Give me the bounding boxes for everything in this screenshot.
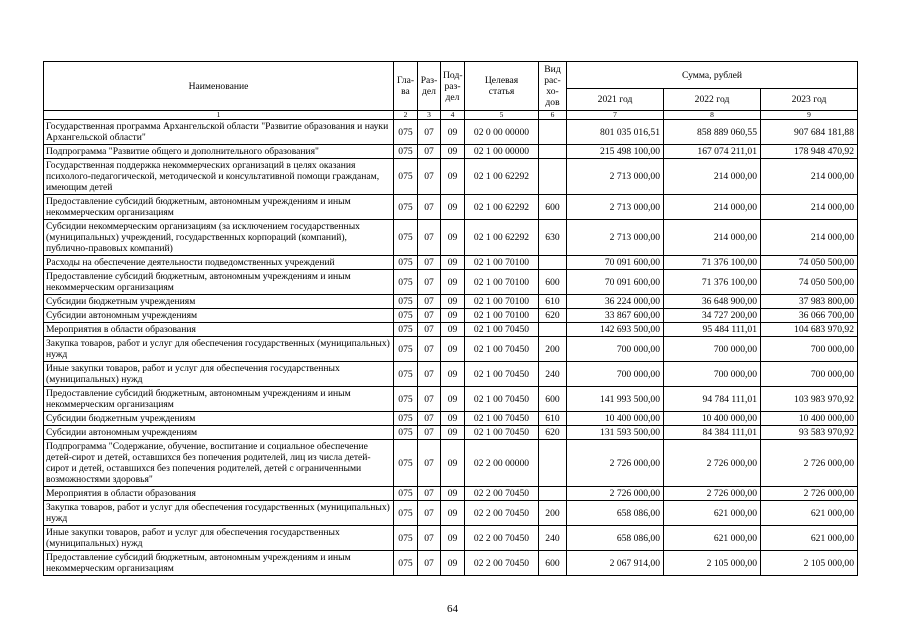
header-glava: Гла- ва (394, 62, 418, 111)
row-vid (539, 145, 567, 159)
row-sum-2021: 658 086,00 (567, 526, 664, 551)
row-podrazdel: 09 (441, 387, 465, 412)
row-sum-2023: 74 050 500,00 (761, 270, 858, 295)
row-vid (539, 120, 567, 145)
budget-table (43, 61, 858, 576)
table-row (44, 487, 858, 501)
row-podrazdel: 09 (441, 362, 465, 387)
table-row (44, 256, 858, 270)
row-sum-2021: 10 400 000,00 (567, 412, 664, 426)
table-row (44, 159, 858, 195)
header-target: Целевая статья (465, 62, 539, 111)
table-row (44, 387, 858, 412)
row-name: Предоставление субсидий бюджетным, автономным учреждениям и иным некоммерческим организациям (44, 551, 394, 576)
row-sum-2021: 70 091 600,00 (567, 270, 664, 295)
row-sum-2022: 34 727 200,00 (664, 309, 761, 323)
row-name: Расходы на обеспечение деятельности подведомственных учреждений (44, 256, 394, 270)
row-sum-2021: 658 086,00 (567, 501, 664, 526)
row-razdel: 07 (418, 159, 441, 195)
col-num: 9 (761, 111, 858, 120)
row-vid: 200 (539, 501, 567, 526)
row-sum-2022: 84 384 111,01 (664, 426, 761, 440)
row-sum-2021: 2 713 000,00 (567, 220, 664, 256)
row-podrazdel: 09 (441, 526, 465, 551)
row-target: 02 1 00 70100 (465, 295, 539, 309)
row-glava: 075 (394, 323, 418, 337)
row-sum-2023: 74 050 500,00 (761, 256, 858, 270)
row-name: Субсидии бюджетным учреждениям (44, 412, 394, 426)
row-sum-2023: 2 726 000,00 (761, 487, 858, 501)
row-glava: 075 (394, 309, 418, 323)
row-podrazdel: 09 (441, 551, 465, 576)
row-vid (539, 323, 567, 337)
row-razdel: 07 (418, 256, 441, 270)
row-razdel: 07 (418, 487, 441, 501)
row-podrazdel: 09 (441, 220, 465, 256)
row-podrazdel: 09 (441, 159, 465, 195)
row-name: Субсидии бюджетным учреждениям (44, 295, 394, 309)
row-target: 02 2 00 70450 (465, 501, 539, 526)
row-sum-2021: 700 000,00 (567, 362, 664, 387)
col-num: 6 (539, 111, 567, 120)
row-glava: 075 (394, 426, 418, 440)
row-vid: 200 (539, 337, 567, 362)
row-sum-2021: 2 713 000,00 (567, 195, 664, 220)
row-podrazdel: 09 (441, 440, 465, 487)
header-vid: Вид рас- хо- дов (539, 62, 567, 111)
col-num: 3 (418, 111, 441, 120)
row-vid: 610 (539, 295, 567, 309)
row-sum-2021: 2 067 914,00 (567, 551, 664, 576)
row-sum-2022: 36 648 900,00 (664, 295, 761, 309)
col-num: 1 (44, 111, 394, 120)
row-vid: 610 (539, 412, 567, 426)
row-vid: 600 (539, 551, 567, 576)
row-glava: 075 (394, 220, 418, 256)
row-sum-2022: 71 376 100,00 (664, 270, 761, 295)
row-name: Подпрограмма "Содержание, обучение, воспитание и социальное обеспечение детей-сирот и детей, оставшихся без попечения родителей, лиц из числа детей-сирот и детей, оставшихся без попечения родителей, детей с ограниченными возможностями здоровья" (44, 440, 394, 487)
table-row (44, 145, 858, 159)
row-vid: 620 (539, 426, 567, 440)
row-vid (539, 440, 567, 487)
table-row (44, 295, 858, 309)
row-sum-2021: 215 498 100,00 (567, 145, 664, 159)
row-sum-2023: 37 983 800,00 (761, 295, 858, 309)
row-sum-2023: 178 948 470,92 (761, 145, 858, 159)
row-name: Закупка товаров, работ и услуг для обеспечения государственных (муниципальных) нужд (44, 501, 394, 526)
row-vid (539, 159, 567, 195)
row-glava: 075 (394, 159, 418, 195)
row-target: 02 1 00 70450 (465, 426, 539, 440)
col-num: 4 (441, 111, 465, 120)
row-glava: 075 (394, 145, 418, 159)
col-num: 7 (567, 111, 664, 120)
row-glava: 075 (394, 120, 418, 145)
row-name: Субсидии автономным учреждениям (44, 426, 394, 440)
row-target: 02 1 00 70450 (465, 337, 539, 362)
row-sum-2021: 2 713 000,00 (567, 159, 664, 195)
header-podrazdel: Под- раз- дел (441, 62, 465, 111)
row-sum-2023: 93 583 970,92 (761, 426, 858, 440)
row-sum-2022: 621 000,00 (664, 501, 761, 526)
row-target: 02 1 00 70450 (465, 362, 539, 387)
row-razdel: 07 (418, 323, 441, 337)
row-sum-2023: 103 983 970,92 (761, 387, 858, 412)
row-sum-2022: 214 000,00 (664, 195, 761, 220)
row-vid: 600 (539, 387, 567, 412)
table-row (44, 426, 858, 440)
row-sum-2022: 2 726 000,00 (664, 487, 761, 501)
row-target: 02 1 00 70450 (465, 412, 539, 426)
row-podrazdel: 09 (441, 426, 465, 440)
row-name: Субсидии некоммерческим организациям (за исключением государственных (муниципальных) учреждений, государственных корпораций (компаний), публично-правовых компаний) (44, 220, 394, 256)
row-glava: 075 (394, 440, 418, 487)
row-vid: 240 (539, 362, 567, 387)
row-sum-2022: 167 074 211,01 (664, 145, 761, 159)
row-glava: 075 (394, 256, 418, 270)
row-glava: 075 (394, 526, 418, 551)
row-sum-2021: 2 726 000,00 (567, 487, 664, 501)
row-target: 02 2 00 00000 (465, 440, 539, 487)
table-row (44, 440, 858, 487)
page-number: 64 (447, 603, 458, 615)
row-name: Иные закупки товаров, работ и услуг для обеспечения государственных (муниципальных) нужд (44, 526, 394, 551)
row-sum-2021: 141 993 500,00 (567, 387, 664, 412)
row-sum-2022: 700 000,00 (664, 337, 761, 362)
row-sum-2023: 214 000,00 (761, 195, 858, 220)
row-razdel: 07 (418, 309, 441, 323)
row-razdel: 07 (418, 295, 441, 309)
row-razdel: 07 (418, 362, 441, 387)
row-razdel: 07 (418, 195, 441, 220)
row-podrazdel: 09 (441, 120, 465, 145)
row-sum-2021: 142 693 500,00 (567, 323, 664, 337)
row-sum-2022: 214 000,00 (664, 159, 761, 195)
row-name: Предоставление субсидий бюджетным, автономным учреждениям и иным некоммерческим организациям (44, 195, 394, 220)
table-row (44, 412, 858, 426)
table-row (44, 195, 858, 220)
header-2021: 2021 год (567, 89, 664, 111)
row-podrazdel: 09 (441, 487, 465, 501)
row-sum-2022: 621 000,00 (664, 526, 761, 551)
row-name: Предоставление субсидий бюджетным, автономным учреждениям и иным некоммерческим организациям (44, 270, 394, 295)
row-vid (539, 256, 567, 270)
header-name: Наименование (44, 62, 394, 111)
row-sum-2023: 621 000,00 (761, 501, 858, 526)
row-name: Государственная программа Архангельской области "Развитие образования и науки Архангельской области" (44, 120, 394, 145)
row-razdel: 07 (418, 526, 441, 551)
row-vid: 630 (539, 220, 567, 256)
row-sum-2022: 95 484 111,01 (664, 323, 761, 337)
row-name: Мероприятия в области образования (44, 487, 394, 501)
row-glava: 075 (394, 487, 418, 501)
row-target: 02 0 00 00000 (465, 120, 539, 145)
row-target: 02 1 00 70100 (465, 270, 539, 295)
row-glava: 075 (394, 270, 418, 295)
row-name: Мероприятия в области образования (44, 323, 394, 337)
row-sum-2021: 70 091 600,00 (567, 256, 664, 270)
col-num: 8 (664, 111, 761, 120)
header-2023: 2023 год (761, 89, 858, 111)
row-sum-2023: 104 683 970,92 (761, 323, 858, 337)
row-sum-2023: 214 000,00 (761, 220, 858, 256)
row-target: 02 2 00 70450 (465, 526, 539, 551)
row-podrazdel: 09 (441, 323, 465, 337)
row-podrazdel: 09 (441, 295, 465, 309)
row-name: Подпрограмма "Развитие общего и дополнительного образования" (44, 145, 394, 159)
table-row (44, 337, 858, 362)
row-razdel: 07 (418, 551, 441, 576)
row-sum-2021: 33 867 600,00 (567, 309, 664, 323)
row-target: 02 1 00 70450 (465, 323, 539, 337)
row-podrazdel: 09 (441, 501, 465, 526)
row-razdel: 07 (418, 120, 441, 145)
column-number-row (44, 111, 858, 120)
row-razdel: 07 (418, 440, 441, 487)
row-podrazdel: 09 (441, 309, 465, 323)
row-sum-2021: 700 000,00 (567, 337, 664, 362)
row-glava: 075 (394, 337, 418, 362)
row-glava: 075 (394, 551, 418, 576)
row-sum-2022: 71 376 100,00 (664, 256, 761, 270)
row-vid: 240 (539, 526, 567, 551)
row-sum-2021: 36 224 000,00 (567, 295, 664, 309)
row-sum-2023: 214 000,00 (761, 159, 858, 195)
row-razdel: 07 (418, 145, 441, 159)
row-target: 02 1 00 70100 (465, 256, 539, 270)
row-vid (539, 487, 567, 501)
row-razdel: 07 (418, 426, 441, 440)
row-name: Субсидии автономным учреждениям (44, 309, 394, 323)
row-razdel: 07 (418, 337, 441, 362)
table-row (44, 270, 858, 295)
table-row (44, 323, 858, 337)
row-sum-2022: 94 784 111,01 (664, 387, 761, 412)
row-target: 02 1 00 62292 (465, 220, 539, 256)
row-sum-2023: 10 400 000,00 (761, 412, 858, 426)
row-name: Предоставление субсидий бюджетным, автономным учреждениям и иным некоммерческим организациям (44, 387, 394, 412)
row-sum-2022: 700 000,00 (664, 362, 761, 387)
row-sum-2021: 2 726 000,00 (567, 440, 664, 487)
row-glava: 075 (394, 412, 418, 426)
row-sum-2022: 2 726 000,00 (664, 440, 761, 487)
table-row (44, 551, 858, 576)
table-row (44, 220, 858, 256)
table-row (44, 309, 858, 323)
col-num: 5 (465, 111, 539, 120)
col-num: 2 (394, 111, 418, 120)
table-row (44, 362, 858, 387)
row-sum-2023: 621 000,00 (761, 526, 858, 551)
row-sum-2022: 2 105 000,00 (664, 551, 761, 576)
row-razdel: 07 (418, 412, 441, 426)
header-2022: 2022 год (664, 89, 761, 111)
row-podrazdel: 09 (441, 145, 465, 159)
row-vid: 600 (539, 270, 567, 295)
row-razdel: 07 (418, 270, 441, 295)
row-name: Закупка товаров, работ и услуг для обеспечения государственных (муниципальных) нужд (44, 337, 394, 362)
row-glava: 075 (394, 501, 418, 526)
row-sum-2023: 907 684 181,88 (761, 120, 858, 145)
row-podrazdel: 09 (441, 270, 465, 295)
row-razdel: 07 (418, 387, 441, 412)
table-row (44, 501, 858, 526)
row-sum-2022: 858 889 060,55 (664, 120, 761, 145)
row-podrazdel: 09 (441, 195, 465, 220)
row-glava: 075 (394, 195, 418, 220)
row-target: 02 1 00 62292 (465, 159, 539, 195)
row-target: 02 1 00 70450 (465, 387, 539, 412)
row-vid: 600 (539, 195, 567, 220)
row-sum-2021: 131 593 500,00 (567, 426, 664, 440)
row-name: Иные закупки товаров, работ и услуг для обеспечения государственных (муниципальных) нужд (44, 362, 394, 387)
table-row (44, 120, 858, 145)
row-target: 02 2 00 70450 (465, 487, 539, 501)
row-glava: 075 (394, 362, 418, 387)
row-sum-2023: 700 000,00 (761, 362, 858, 387)
row-podrazdel: 09 (441, 256, 465, 270)
row-target: 02 2 00 70450 (465, 551, 539, 576)
row-sum-2023: 36 066 700,00 (761, 309, 858, 323)
header-sum: Сумма, рублей (567, 62, 858, 89)
row-sum-2021: 801 035 016,51 (567, 120, 664, 145)
row-podrazdel: 09 (441, 337, 465, 362)
row-target: 02 1 00 70100 (465, 309, 539, 323)
row-sum-2023: 700 000,00 (761, 337, 858, 362)
header-razdel: Раз- дел (418, 62, 441, 111)
table-row (44, 526, 858, 551)
row-razdel: 07 (418, 501, 441, 526)
row-sum-2022: 214 000,00 (664, 220, 761, 256)
row-razdel: 07 (418, 220, 441, 256)
row-sum-2023: 2 726 000,00 (761, 440, 858, 487)
row-sum-2023: 2 105 000,00 (761, 551, 858, 576)
row-vid: 620 (539, 309, 567, 323)
row-target: 02 1 00 00000 (465, 145, 539, 159)
row-name: Государственная поддержка некоммерческих организаций в целях оказания психолого-педагогической, методической и консультативной помощи гражданам, имеющим детей (44, 159, 394, 195)
row-podrazdel: 09 (441, 412, 465, 426)
row-glava: 075 (394, 295, 418, 309)
row-sum-2022: 10 400 000,00 (664, 412, 761, 426)
row-glava: 075 (394, 387, 418, 412)
row-target: 02 1 00 62292 (465, 195, 539, 220)
